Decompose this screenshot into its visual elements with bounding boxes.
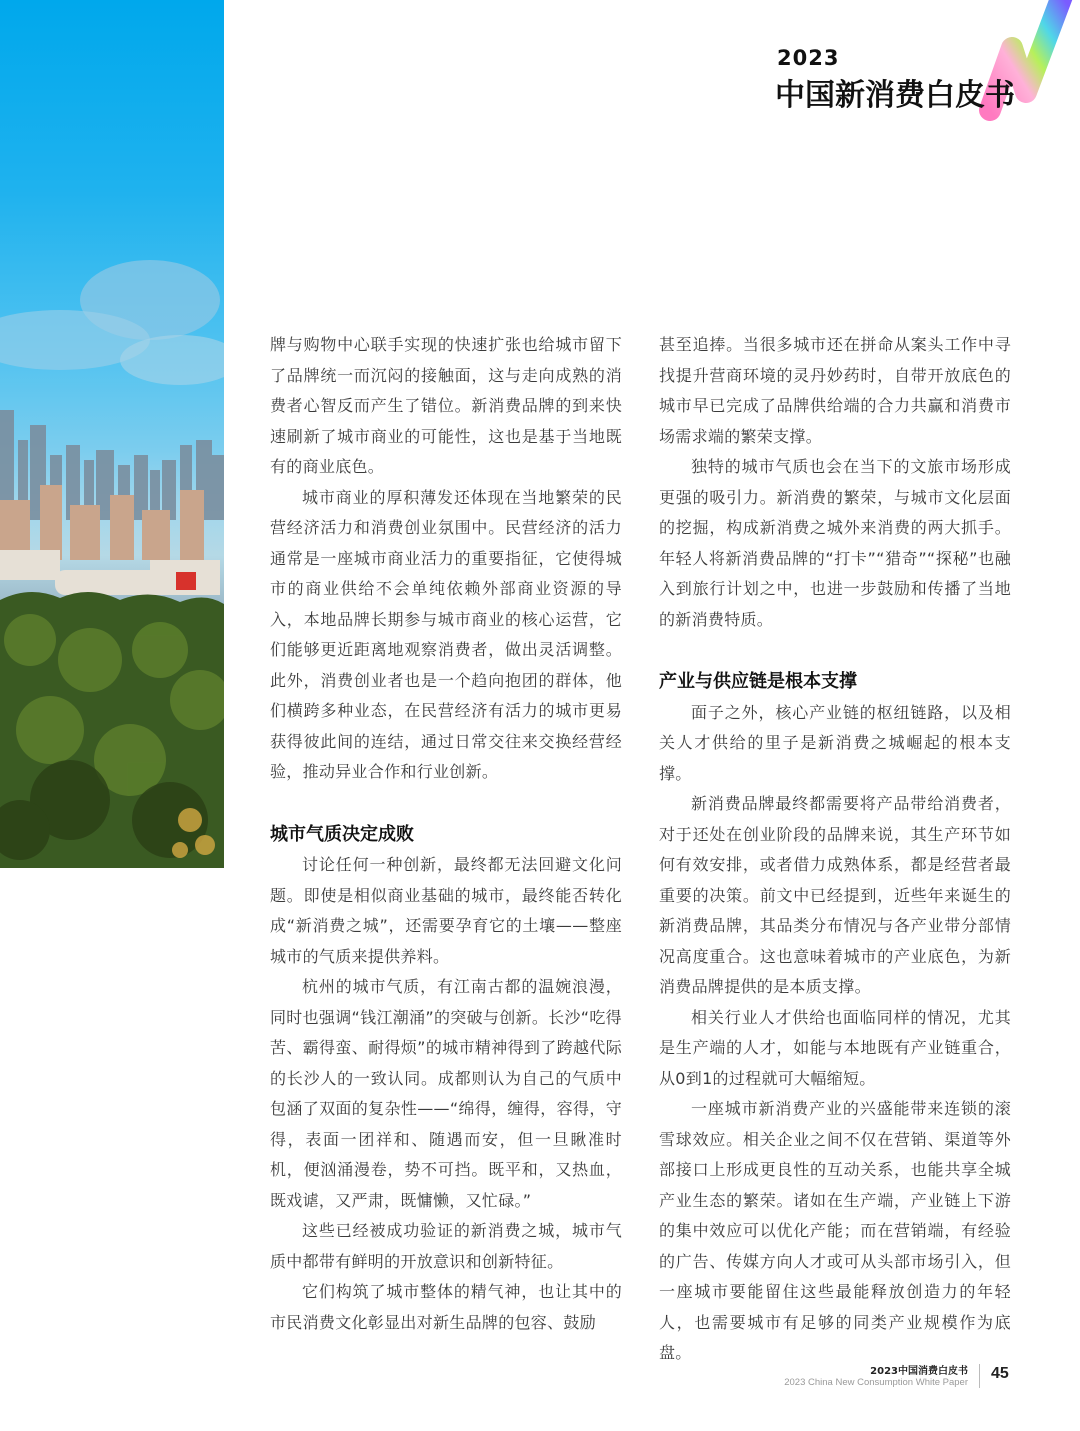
section-heading-city-temperament: 城市气质决定成败 — [270, 823, 414, 845]
right-paragraph-1: 甚至追捧。当很多城市还在拼命从案头工作中寻找提升营商环境的灵丹妙药时，自带开放底色的城市早已完成了品牌供给端的合力共赢和消费市场需求端的繁荣支撑。 — [659, 335, 1011, 446]
right-section-paragraph-2: 新消费品牌最终都需要将产品带给消费者，对于还处在创业阶段的品牌来说，其生产环节如何有效安排，或者借力成熟体系，都是经营者最重要的决策。前文中已经提到，近些年来诞生的新消费品牌，其品类分布情况与各产业带分部情况高度重合。这也意味着城市的产业底色，为新消费品牌提供的是本质支撑。 — [659, 794, 1011, 996]
footer-title-cn: 2023中国消费白皮书 — [870, 1366, 968, 1377]
left-paragraph-2: 城市商业的厚积薄发还体现在当地繁荣的民营经济活力和消费创业氛围中。民营经济的活力通常是一座城市商业活力的重要指征，它使得城市的商业供给不会单纯依赖外部商业资源的导入，本地品牌长期参与城市商业的核心运营，它们能够更近距离地观察消费者，做出灵活调整。此外，消费创业者也是一个趋向抱团的群体，他们横跨多种业态，在民营经济有活力的城市更易获得彼此间的连结，通过日常交往来交换经营经验，推动异业合作和行业创新。 — [270, 487, 622, 781]
right-section-paragraph-3: 相关行业人才供给也面临同样的情况，尤其是生产端的人才，如能与本地既有产业链重合，从0到1的过程就可大幅缩短。 — [659, 1007, 1011, 1088]
right-paragraph-2: 独特的城市气质也会在当下的文旅市场形成更强的吸引力。新消费的繁荣，与城市文化层面的挖掘，构成新消费之城外来消费的两大抓手。年轻人将新消费品牌的“打卡”“猎奇”“探秘”也融入到旅行计划之中，也进一步鼓励和传播了当地的新消费特质。 — [659, 457, 1011, 629]
right-section-paragraph-4: 一座城市新消费产业的兴盛能带来连锁的滚雪球效应。相关企业之间不仅在营销、渠道等外部接口上形成更良性的互动关系，也能共享全城产业生态的繁荣。诸如在生产端，产业链上下游的集中效应可以优化产能；而在营销端，有经验的广告、传媒方向人才或可从头部市场引入，但一座城市要能留住这些最能释放创造力的年轻人，也需要城市有足够的同类产业规模作为底盘。 — [659, 1099, 1011, 1362]
left-section-paragraph-1: 讨论任何一种创新，最终都无法回避文化问题。即使是相似商业基础的城市，最终能否转化成“新消费之城”，还需要孕育它的土壤——整座城市的气质来提供养料。 — [270, 855, 622, 966]
left-section-paragraph-3: 这些已经被成功验证的新消费之城，城市气质中都带有鲜明的开放意识和创新特征。 — [270, 1221, 622, 1271]
left-column — [270, 330, 622, 1338]
city-skyline-photo — [0, 0, 224, 868]
footer-divider — [979, 1364, 980, 1388]
skyline-illustration — [0, 0, 224, 868]
left-section-paragraph-4: 它们构筑了城市整体的精气神，也让其中的市民消费文化彰显出对新生品牌的包容、鼓励 — [270, 1282, 622, 1332]
brand-title: 中国新消费白皮书 — [775, 78, 1015, 113]
brand-year: 2023 — [777, 46, 840, 70]
right-section-paragraph-1: 面子之外，核心产业链的枢纽链路，以及相关人才供给的里子是新消费之城崛起的根本支撑。 — [659, 702, 1011, 783]
footer-title-en: 2023 China New Consumption White Paper — [784, 1377, 968, 1388]
left-section-paragraph-2: 杭州的城市气质，有江南古都的温婉浪漫，同时也强调“钱江潮涌”的突破与创新。长沙“吃得苦、霸得蛮、耐得烦”的城市精神得到了跨越代际的长沙人的一致认同。成都则认为自己的气质中包涵了双面的复杂性——“绵得，缠得，容得，守得，表面一团祥和、随遇而安，但一旦瞅准时机，便汹涌漫卷，势不可挡。既平和，又热血，既戏谑，又严肃，既慵懒，又忙碌。” — [270, 977, 622, 1210]
right-column — [659, 330, 1011, 1369]
page-number: 45 — [991, 1365, 1009, 1382]
section-heading-industry-supply-chain: 产业与供应链是根本支撑 — [659, 671, 857, 692]
left-paragraph-1: 牌与购物中心联手实现的快速扩张也给城市留下了品牌统一而沉闷的接触面，这与走向成熟的消费者心智反而产生了错位。新消费品牌的到来快速刷新了城市商业的可能性，这也是基于当地既有的商业底色。 — [270, 335, 622, 476]
